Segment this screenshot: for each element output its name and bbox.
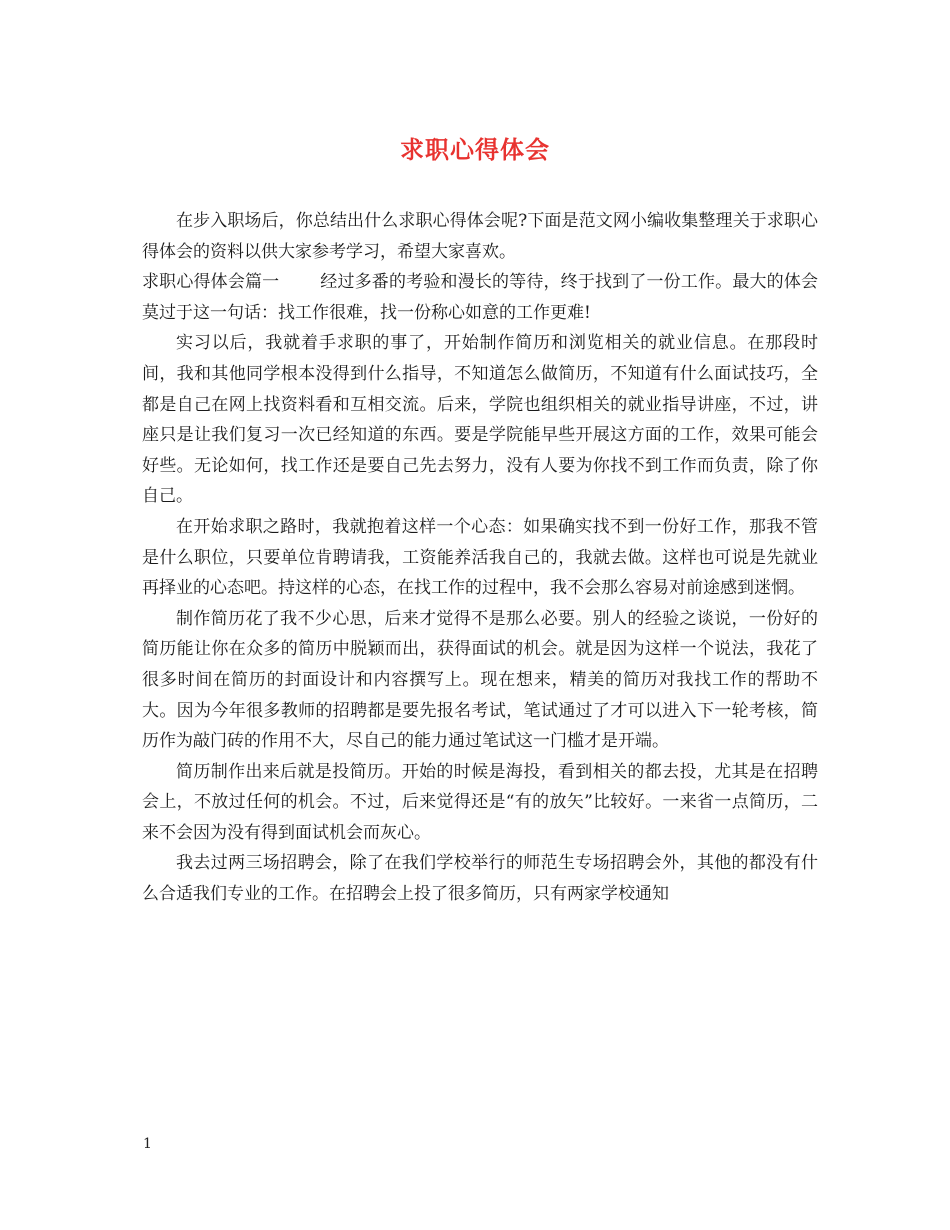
document-title: 求职心得体会 [400,135,550,164]
section-first-paragraph [142,267,818,328]
intro-paragraph: 在步入职场后，你总结出什么求职心得体会呢?下面是范文网小编收集整理关于求职心得体会的资料以供大家参考学习，希望大家喜欢。 [142,211,818,262]
body-paragraph: 我去过两三场招聘会，除了在我们学校举行的师范生专场招聘会外，其他的都没有什么合适我们专业的工作。在招聘会上投了很多简历，只有两家学校通知 [142,853,818,905]
body-paragraph: 制作简历花了我不少心思，后来才觉得不是那么必要。别人的经验之谈说，一份好的简历能让你在众多的简历中脱颖而出，获得面试的机会。就是因为这样一个说法，我花了很多时间在简历的封面设计和内容撰写上。现在想来，精美的简历对我找工作的帮助不大。因为今年很多教师的招聘都是要先报名考试，笔试通过了才可以进入下一轮考核，简历作为敲门砖的作用不大，尽自己的能力通过笔试这一门槛才是开端。 [142,608,818,752]
section-heading: 求职心得体会篇一 [142,272,280,293]
body-paragraph: 简历制作出来后就是投简历。开始的时候是海投，看到相关的都去投，尤其是在招聘会上，不放过任何的机会。不过，后来觉得还是“有的放矢”比较好。一来省一点简历，二来不会因为没有得到面试机会而灰心。 [142,761,818,843]
section-first-text: 经过多番的考验和漫长的等待，终于找到了一份工作。最大的体会莫过于这一句话：找工作很难，找一份称心如意的工作更难! [142,272,819,323]
body-paragraph: 在开始求职之路时，我就抱着这样一个心态：如果确实找不到一份好工作，那我不管是什么职位，只要单位肯聘请我，工资能养活我自己的，我就去做。这样也可说是先就业再择业的心态吧。持这样的心态，在找工作的过程中，我不会那么容易对前途感到迷惘。 [142,516,818,599]
page-number: 1 [143,1136,152,1152]
body-paragraph: 实习以后，我就着手求职的事了，开始制作简历和浏览相关的就业信息。在那段时间，我和其他同学根本没得到什么指导，不知道怎么做简历，不知道有什么面试技巧，全都是自己在网上找资料看和互相交流。后来，学院也组织相关的就业指导讲座，不过，讲座只是让我们复习一次已经知道的东西。要是学院能早些开展这方面的工作，效果可能会好些。无论如何，找工作还是要自己先去努力，没有人要为你找不到工作而负责，除了你自己。 [142,333,818,507]
document-body [142,206,818,910]
